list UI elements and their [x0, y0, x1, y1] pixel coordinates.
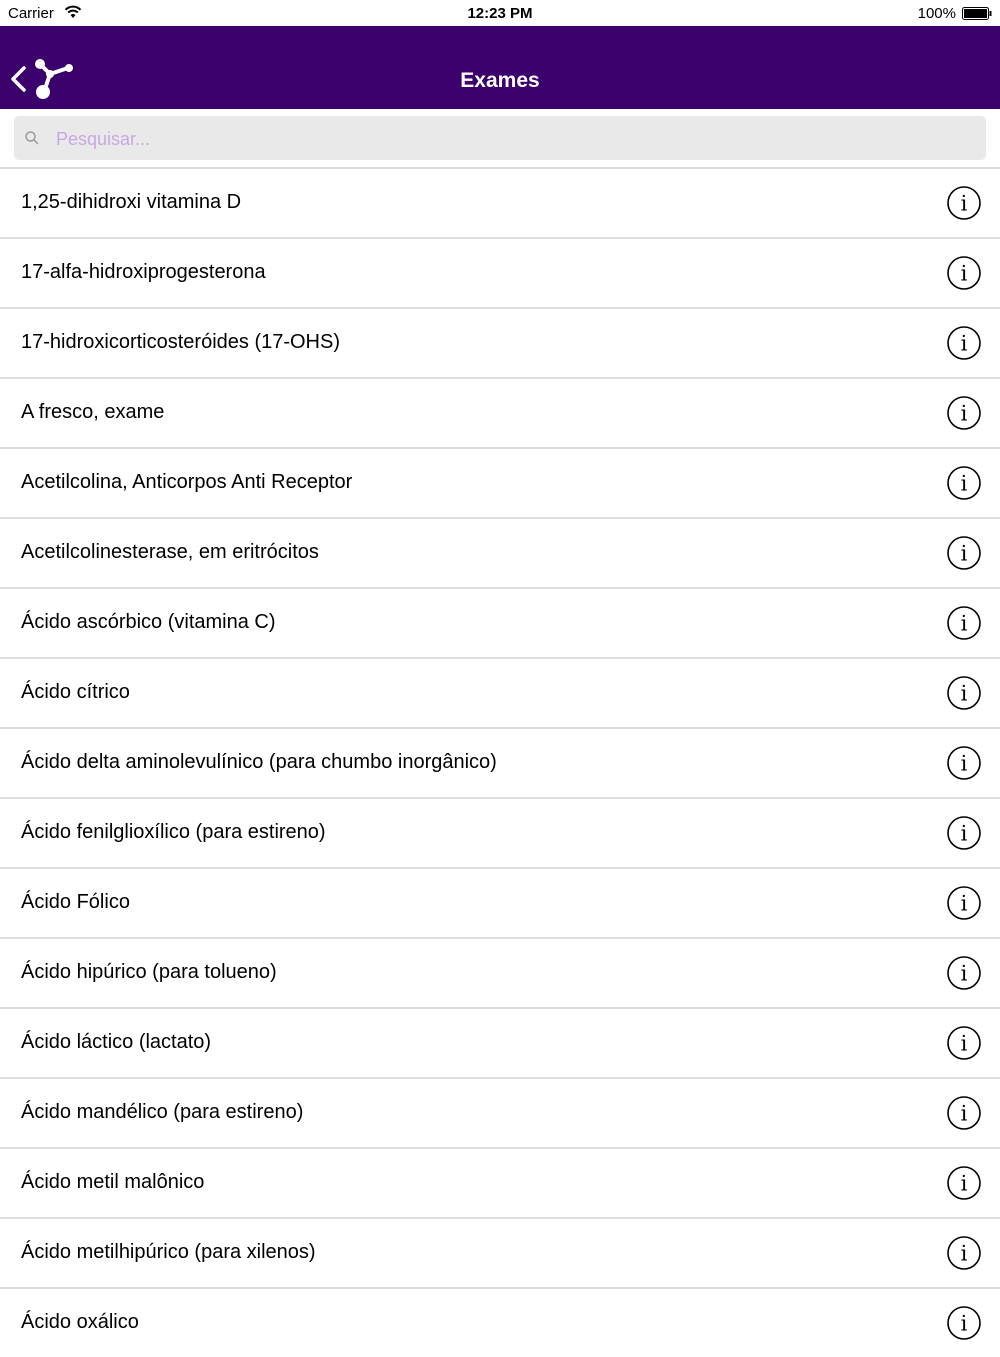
svg-text:i: i	[960, 331, 968, 356]
carrier-label: Carrier	[8, 5, 54, 22]
search-input[interactable]	[54, 124, 958, 154]
list-item[interactable]	[0, 1007, 1000, 1077]
list-item[interactable]	[0, 447, 1000, 517]
exam-name: Ácido metil malônico	[21, 1171, 205, 1193]
svg-text:i: i	[960, 821, 968, 846]
info-icon[interactable]	[947, 676, 981, 710]
exam-list	[0, 167, 1000, 1357]
svg-text:i: i	[960, 751, 968, 776]
exam-name: Ácido hipúrico (para tolueno)	[21, 961, 277, 983]
search-field[interactable]	[14, 116, 986, 160]
list-item[interactable]	[0, 1147, 1000, 1217]
list-item[interactable]	[0, 237, 1000, 307]
info-icon[interactable]	[947, 396, 981, 430]
svg-text:i: i	[960, 681, 968, 706]
exam-name: 1,25-dihidroxi vitamina D	[21, 191, 242, 213]
list-item[interactable]	[0, 1217, 1000, 1287]
info-icon[interactable]	[947, 256, 981, 290]
list-item[interactable]	[0, 307, 1000, 377]
exam-name: Ácido láctico (lactato)	[21, 1031, 212, 1053]
info-icon[interactable]	[947, 1166, 981, 1200]
svg-text:i: i	[960, 1171, 968, 1196]
svg-text:i: i	[960, 401, 968, 426]
list-item[interactable]	[0, 1077, 1000, 1147]
svg-text:i: i	[960, 891, 968, 916]
info-icon[interactable]	[947, 816, 981, 850]
exam-name: Ácido delta aminolevulínico (para chumbo inorgânico)	[21, 751, 497, 773]
exam-name: Ácido fenilglioxílico (para estireno)	[21, 821, 326, 843]
clock: 12:23 PM	[467, 5, 533, 22]
info-icon[interactable]	[947, 606, 981, 640]
status-bar	[0, 0, 1000, 26]
battery-icon	[962, 7, 992, 20]
list-item[interactable]	[0, 867, 1000, 937]
exam-name: Ácido Fólico	[21, 891, 130, 913]
info-icon[interactable]	[947, 1306, 981, 1340]
svg-text:i: i	[960, 471, 968, 496]
svg-text:i: i	[960, 1101, 968, 1126]
exam-name: Ácido cítrico	[21, 681, 130, 703]
list-item[interactable]	[0, 587, 1000, 657]
svg-text:i: i	[960, 611, 968, 636]
list-item[interactable]	[0, 797, 1000, 867]
list-item[interactable]	[0, 727, 1000, 797]
list-item[interactable]	[0, 657, 1000, 727]
list-item[interactable]	[0, 377, 1000, 447]
svg-text:i: i	[960, 191, 968, 216]
exam-name: Acetilcolina, Anticorpos Anti Receptor	[21, 471, 353, 493]
search-icon	[24, 130, 40, 146]
exam-name: Acetilcolinesterase, em eritrócitos	[21, 541, 319, 563]
exam-name: Ácido ascórbico (vitamina C)	[21, 611, 276, 633]
list-item[interactable]	[0, 167, 1000, 237]
info-icon[interactable]	[947, 1026, 981, 1060]
svg-text:i: i	[960, 541, 968, 566]
exam-name: A fresco, exame	[21, 401, 165, 423]
info-icon[interactable]	[947, 1096, 981, 1130]
svg-text:i: i	[960, 961, 968, 986]
info-icon[interactable]	[947, 956, 981, 990]
list-item[interactable]	[0, 937, 1000, 1007]
exam-name: Ácido oxálico	[21, 1311, 139, 1333]
info-icon[interactable]	[947, 186, 981, 220]
battery-percent: 100%	[917, 5, 956, 22]
info-icon[interactable]	[947, 326, 981, 360]
info-icon[interactable]	[947, 536, 981, 570]
page-title: Exames	[460, 69, 540, 92]
info-icon[interactable]	[947, 466, 981, 500]
info-icon[interactable]	[947, 1236, 981, 1270]
exam-name: 17-hidroxicorticosteróides (17-OHS)	[21, 331, 341, 353]
navigation-bar	[0, 26, 1000, 109]
exam-name: 17-alfa-hidroxiprogesterona	[21, 261, 266, 283]
info-icon[interactable]	[947, 746, 981, 780]
list-item[interactable]	[0, 517, 1000, 587]
exam-name: Ácido metilhipúrico (para xilenos)	[21, 1241, 316, 1263]
svg-text:i: i	[960, 1241, 968, 1266]
exam-name: Ácido mandélico (para estireno)	[21, 1101, 304, 1123]
svg-text:i: i	[960, 261, 968, 286]
info-icon[interactable]	[947, 886, 981, 920]
list-item[interactable]	[0, 1287, 1000, 1357]
svg-text:i: i	[960, 1031, 968, 1056]
svg-text:i: i	[960, 1311, 968, 1336]
search-bar	[0, 109, 1000, 167]
